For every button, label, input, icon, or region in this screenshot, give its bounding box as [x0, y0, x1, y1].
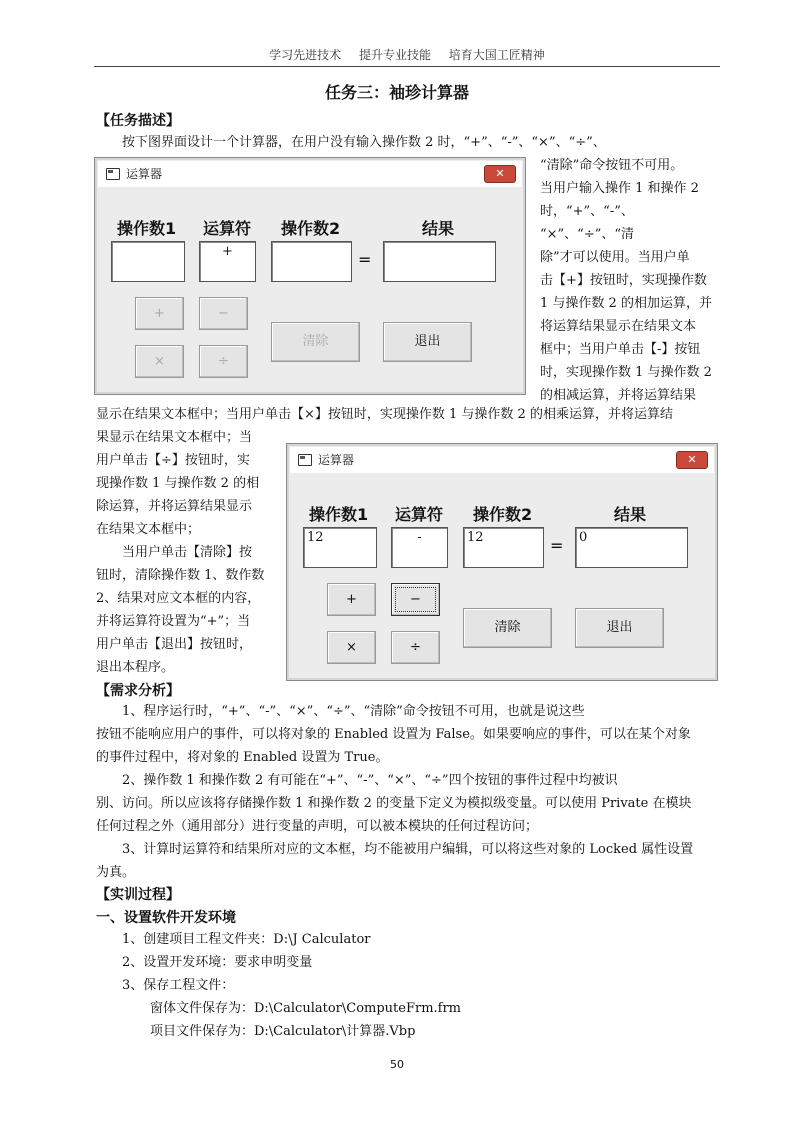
label-result: 结果 [422, 219, 455, 238]
label-operator: 运算符 [395, 505, 444, 524]
desc-line: 现操作数 1 与操作数 2 的相 [96, 476, 260, 491]
window-title: 运算器 [126, 167, 163, 181]
subtract-button[interactable]: − [391, 583, 440, 616]
desc-line: 1 与操作数 2 的相加运算，并 [540, 296, 712, 311]
step-line: 1、创建项目工程文件夹：D:\J Calculator [122, 932, 371, 947]
desc-line: 钮时，清除操作数 1、数作数 [96, 568, 265, 583]
desc-line: 在结果文本框中； [96, 522, 201, 537]
add-button[interactable]: + [135, 297, 184, 330]
desc-line: “×”、“÷”、“清 [540, 227, 635, 242]
label-operand2: 操作数2 [281, 219, 341, 238]
desc-line: 击【+】按钮时，实现操作数 [540, 273, 707, 288]
result-field[interactable] [383, 241, 496, 282]
desc-line: 将运算结果显示在结果文本 [540, 319, 697, 334]
desc-line: 的相减运算，并将运算结果 [540, 388, 697, 403]
analysis-line: 按钮不能响应用户的事件，可以将对象的 Enabled 设置为 False。如果要响应的事件，可以在某个对象 [96, 727, 691, 742]
desc-line: 并将运算符设置为“+”；当 [96, 614, 251, 629]
page-header: 学习先进技术 提升专业技能 培育大国工匠精神 [269, 48, 545, 62]
equals-sign: = [550, 536, 564, 555]
desc-line: 用户单击【退出】按钮时， [96, 637, 253, 652]
section-task-description: 【任务描述】 [96, 113, 180, 129]
analysis-line: 的事件过程中，将对象的 Enabled 设置为 True。 [96, 750, 389, 765]
close-button[interactable]: ✕ [484, 165, 516, 183]
operand1-input[interactable]: 12 [303, 527, 377, 568]
operand2-input[interactable]: 12 [463, 527, 544, 568]
analysis-line: 3、计算时运算符和结果所对应的文本框，均不能被用户编辑，可以将这些对象的 Locked 属性设置 [122, 842, 694, 857]
close-button[interactable]: ✕ [676, 451, 708, 469]
desc-line: “清除”命令按钮不可用。 [540, 158, 684, 173]
exit-button[interactable]: 退出 [575, 608, 664, 648]
clear-button[interactable]: 清除 [463, 608, 552, 648]
operand1-input[interactable] [111, 241, 185, 282]
analysis-line: 1、程序运行时，“+”、“-”、“×”、“÷”、“清除”命令按钮不可用，也就是说这些 [122, 704, 585, 719]
label-operator: 运算符 [203, 219, 252, 238]
window-icon [106, 168, 120, 180]
step-line: 2、设置开发环境：要求申明变量 [122, 955, 313, 970]
analysis-line: 为真。 [96, 865, 136, 880]
step-line: 项目文件保存为：D:\Calculator\计算器.Vbp [150, 1024, 416, 1039]
calculator-window-running [286, 443, 718, 681]
subtract-button[interactable]: − [199, 297, 248, 330]
section-requirement-analysis: 【需求分析】 [96, 683, 180, 699]
desc-line: 当用户单击【清除】按 [122, 545, 253, 560]
page-number: 50 [390, 1058, 404, 1071]
desc-line: 2、结果对应文本框的内容， [96, 591, 261, 606]
desc-line: 退出本程序。 [96, 660, 175, 675]
desc-line: 框中；当用户单击【-】按钮 [540, 342, 701, 357]
desc-line: 当用户输入操作 1 和操作 2 [540, 181, 699, 196]
desc-line: 除”才可以使用。当用户单 [540, 250, 690, 265]
desc-line: 时，“+”、“-”、 [540, 204, 634, 219]
step-heading: 一、设置软件开发环境 [96, 910, 236, 926]
header-rule [94, 66, 720, 67]
divide-button[interactable]: ÷ [199, 345, 248, 378]
label-operand1: 操作数1 [309, 505, 369, 524]
desc-line: 除运算，并将运算结果显示 [96, 499, 253, 514]
label-operand2: 操作数2 [473, 505, 533, 524]
window-icon [298, 454, 312, 466]
operator-field[interactable]: - [391, 527, 448, 568]
result-field[interactable]: 0 [575, 527, 688, 568]
analysis-line: 任何过程之外（通用部分）进行变量的声明，可以被本模块的任何过程访问； [96, 819, 539, 834]
calculator-window-initial [94, 157, 526, 395]
page-title: 任务三：袖珍计算器 [324, 83, 469, 102]
multiply-button[interactable]: × [135, 345, 184, 378]
section-practice: 【实训过程】 [96, 887, 180, 903]
desc-line: 用户单击【÷】按钮时，实 [96, 453, 250, 468]
window-titlebar [290, 447, 714, 473]
window-title: 运算器 [318, 453, 355, 467]
desc-line: 时，实现操作数 1 与操作数 2 [540, 365, 712, 380]
analysis-line: 2、操作数 1 和操作数 2 有可能在“+”、“-”、“×”、“÷”四个按钮的事件过程中均被识 [122, 773, 618, 788]
clear-button[interactable]: 清除 [271, 322, 360, 362]
add-button[interactable]: + [327, 583, 376, 616]
step-line: 3、保存工程文件： [122, 978, 235, 993]
desc-line: 显示在结果文本框中；当用户单击【×】按钮时，实现操作数 1 与操作数 2 的相乘运算，并将运算结 [96, 407, 673, 422]
multiply-button[interactable]: × [327, 631, 376, 664]
desc-line: 按下图界面设计一个计算器，在用户没有输入操作数 2 时，“+”、“-”、“×”、“÷”、 [122, 135, 606, 150]
divide-button[interactable]: ÷ [391, 631, 440, 664]
operand2-input[interactable] [271, 241, 352, 282]
label-result: 结果 [614, 505, 647, 524]
exit-button[interactable]: 退出 [383, 322, 472, 362]
equals-sign: = [358, 250, 372, 269]
window-titlebar [98, 161, 522, 187]
desc-line: 果显示在结果文本框中；当 [96, 430, 253, 445]
operator-field[interactable]: + [199, 241, 256, 282]
analysis-line: 别、访问。所以应该将存储操作数 1 和操作数 2 的变量下定义为模拟级变量。可以使用 Private 在模块 [96, 796, 692, 811]
label-operand1: 操作数1 [117, 219, 177, 238]
step-line: 窗体文件保存为：D:\Calculator\ComputeFrm.frm [150, 1001, 462, 1016]
